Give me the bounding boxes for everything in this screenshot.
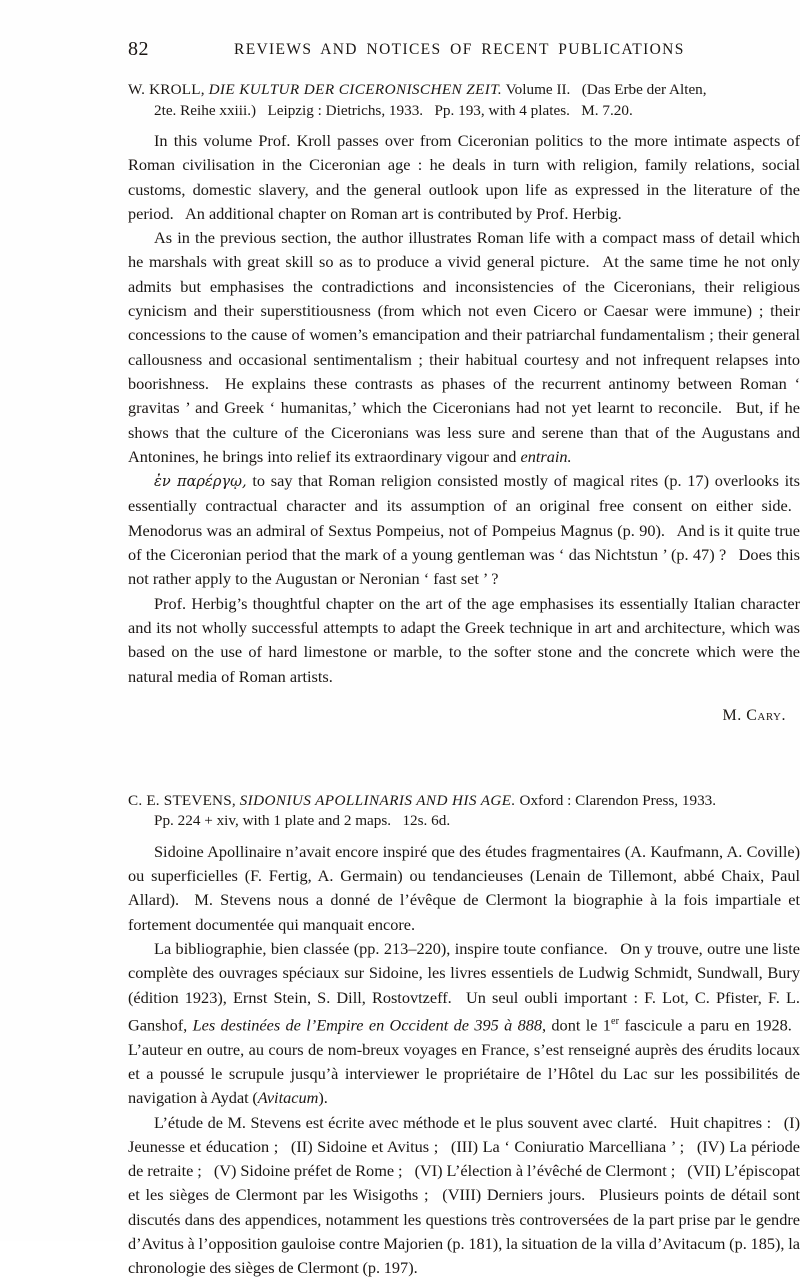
review-stevens — [128, 791, 800, 1281]
signature-name: Cary. — [746, 706, 786, 724]
citation-author: C. E. STEVENS, — [128, 791, 236, 809]
paragraph-kroll-greek — [128, 469, 800, 591]
citation-details-line1: Volume II. (Das Erbe der Alten, — [505, 81, 707, 98]
paragraph-kroll-greek-text: to say that Roman religion consisted mostly of magical rites (p. 17) overlooks its essentially contractual character and its assumption of an original free consent on either side. Menodorus was an admiral of Sextus Pompeius, not of Pompeius Magnus (p. 90). And is it quite true of the Ciceronian period that the mark of a young gentleman was ‘ das Nichtstun ’ (p. 47) ? Does this not rather apply to the Augustan or Neronian ‘ fast set ’ ? — [128, 471, 800, 589]
biblio-italic-title: Les destinées de l’Empire en Occident de 395 à 888 — [192, 1015, 543, 1035]
citation-kroll — [128, 80, 800, 121]
biblio-part3: ). — [318, 1088, 328, 1108]
signature-initial: M. — [722, 706, 747, 724]
biblio-part2a: , dont le 1 — [542, 1015, 611, 1035]
citation-title: SIDONIUS APOLLINARIS AND HIS AGE. — [239, 791, 516, 809]
citation-title: DIE KULTUR DER CICERONISCHEN ZEIT. — [208, 81, 503, 98]
paragraph-kroll-1: In this volume Prof. Kroll passes over from Ciceronian politics to the more intimate aspects of Roman civilisation in the Ciceronian age : he deals in turn with religion, family relations, social customs, domestic slavery, and the general outlook upon life as expressed in the literature of the period. An additional chapter on Roman art is contributed by Prof. Herbig. — [128, 131, 800, 223]
citation-details-line2: 2te. Reihe xxiii.) Leipzig : Dietrichs, 1933. Pp. 193, with 4 plates. M. 7.20. — [154, 101, 633, 119]
paragraph-kroll-3: Prof. Herbig’s thoughtful chapter on the art of the age emphasises its essentially Italian character and its not wholly successful attempts to adapt the Greek technique in art and architecture, which was based on the use of hard limestone or marble, to the softer stone and the concrete which were the natural media of Roman artists. — [128, 593, 800, 686]
citation-details-line1: Oxford : Clarendon Press, 1933. — [519, 791, 717, 809]
biblio-part2b: fascicule a paru en 1928. L’auteur en outre, au cours de nom-breux voyages en France, s’est renseigné auprès des érudits locaux et a poussé le scrupule jusqu’à interviewer le propriétaire de l’Hôtel du Lac sur les possibilités de navigation à Aydat ( — [128, 1015, 800, 1108]
entrain-italic: entrain. — [520, 446, 572, 466]
paragraph-stevens-chapters: L’étude de M. Stevens est écrite avec méthode et le plus souvent avec clarté. Huit chapitres : (I) Jeunesse et éducation ; (II) Sidoine et Avitus ; (III) La ‘ Coniuratio Marcelliana ’ ; (IV) La période de retraite ; (V) Sidoine préfet de Rome ; (VI) L’élection à l’évêché de Clermont ; (VII) L’épiscopat et les sièges de Clermont par les Wisigoths ; (VIII) Derniers jours. Plusieurs points de détail sont discutés dans des appendices, notamment les questions très controversées de la part prise par le gendre d’Avitus à l’opposition gauloise contre Majorien (p. 181), la situation de la villa d’Avitacum (p. 185), la chronologie des sièges de Clermont (p. 197). — [128, 1112, 800, 1278]
paragraph-stevens-bibliography — [128, 937, 800, 1111]
page-number: 82 — [128, 38, 149, 60]
running-head — [128, 36, 800, 66]
citation-details-line2: Pp. 224 + xiv, with 1 plate and 2 maps. 12s. 6d. — [154, 812, 451, 830]
biblio-part1: La bibliographie, bien classée (pp. 213–220), inspire toute confiance. On y trouve, outre une liste complète des ouvrages spéciaux sur Sidoine, les livres essentiels de Ludwig Schmidt, Sundwall, Bury (édition 1923), Ernst Stein, S. Dill, Rostovtzeff. Un seul oubli important : F. Lot, C. Pfister, F. L. Ganshof, — [128, 939, 800, 1035]
running-head-title: REVIEWS AND NOTICES OF RECENT PUBLICATIONS — [234, 41, 685, 58]
review-separator — [128, 725, 800, 791]
review-kroll — [128, 80, 800, 725]
citation-stevens — [128, 791, 800, 832]
paragraph-stevens-1: Sidoine Apollinaire n’avait encore inspiré que des études fragmentaires (A. Kaufmann, A. Coville) ou superficielles (F. Fertig, A. Germain) ou tendancieuses (Lenain de Tillemont, abbé Chaix, Paul Allard). M. Stevens nous a donné de l’évêque de Clermont la biographie à la fois impartiale et fortement documentée qui manquait encore. — [128, 841, 800, 934]
paragraph-kroll-2-text: As in the previous section, the author illustrates Roman life with a compact mass of detail which he marshals with great skill so as to produce a vivid general picture. At the same time he not only admits but emphasises the contradictions and inconsistencies of the Ciceronians, their religious cynicism and their superstitiousness (from which not even Cicero or Caesar were immune) ; their concessions to the cause of women’s emancipation and their patriarchal fundamentalism ; their general callousness and occasional sentimentalism ; their habitual courtesy and not infrequent relapses into boorishness. He explains these contrasts as phases of the recurrent antinomy between Roman ‘ gravitas ’ and Greek ‘ humanitas,’ which the Ciceronians had not yet learnt to reconcile. But, if he shows that the culture of the Ciceronians was less sure and serene than that of the Augustans and Antonines, he brings into relief its extraordinary vigour and — [128, 228, 800, 466]
page-content — [128, 36, 800, 1281]
ordinal-suffix: er — [610, 1015, 620, 1027]
biblio-italic-place: Avitacum — [257, 1088, 319, 1108]
reviewer-signature-cary — [128, 707, 800, 725]
paragraph-kroll-2 — [128, 226, 800, 469]
citation-author: W. KROLL, — [128, 81, 205, 98]
greek-phrase: ἐν παρέργῳ, — [154, 473, 247, 491]
